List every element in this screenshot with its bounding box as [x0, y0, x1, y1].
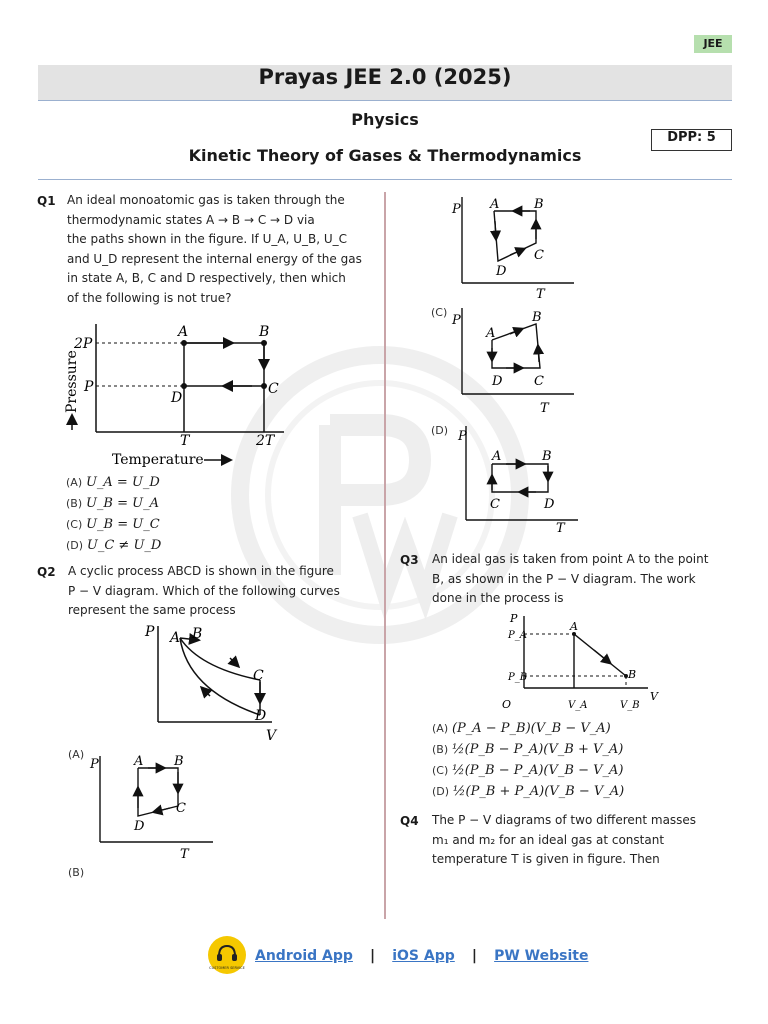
q1-option-b[interactable]: [66, 493, 161, 514]
option-expr: U_B = U_A: [85, 496, 159, 511]
q2-line: A cyclic process ABCD is shown in the figure: [68, 564, 334, 578]
q3-option-b[interactable]: [432, 739, 624, 760]
option-label: (A): [66, 476, 83, 489]
q2-option-a[interactable]: (A): [68, 748, 85, 761]
q3-line: B, as shown in the P − V diagram. The work: [432, 571, 696, 586]
graph-point-label: D: [544, 497, 555, 512]
q1-line: An ideal monoatomic gas is taken through the: [67, 193, 345, 207]
page-title: Prayas JEE 2.0 (2025): [38, 65, 732, 101]
q3-number: Q3: [400, 553, 419, 567]
q1-y-tick: 2P: [74, 336, 93, 352]
q1-option-a[interactable]: [66, 472, 161, 493]
q3-option-a[interactable]: [432, 718, 624, 739]
q1-text: [67, 191, 367, 308]
exam-tag: JEE: [694, 35, 732, 53]
q3-options: [432, 718, 624, 802]
subject-heading: Physics: [351, 110, 419, 129]
headset-icon: [208, 936, 246, 974]
q2-point-label: C: [253, 668, 264, 684]
q2-option-c[interactable]: (C): [431, 306, 448, 319]
q1-number: Q1: [37, 194, 56, 208]
badge-text: CUSTOMER SERVICE: [209, 966, 245, 970]
dpp-badge: DPP: 5: [651, 129, 732, 151]
graph-point-label: C: [176, 801, 186, 816]
q2-option-a-graph: [88, 748, 218, 863]
q3-y-tick: P_B: [508, 672, 528, 683]
q2-y-axis-label: P: [145, 624, 155, 640]
q3-point-label: B: [628, 668, 637, 681]
q2-text: [68, 562, 368, 621]
q2-figure: [140, 620, 290, 745]
graph-axis-label: T: [180, 847, 189, 862]
q4-line: m₁ and m₂ for an ideal gas at constant: [432, 832, 665, 847]
q1-option-c[interactable]: [66, 514, 161, 535]
column-divider: [384, 192, 386, 919]
ios-app-link[interactable]: iOS App: [392, 948, 455, 964]
graph-point-label: D: [492, 374, 503, 389]
q1-x-tick: 2T: [256, 433, 275, 449]
graph-point-label: C: [534, 374, 544, 389]
graph-axis-label: P: [452, 202, 461, 217]
graph-point-label: B: [542, 449, 552, 464]
q2-option-d-graph: [452, 420, 587, 535]
q3-option-c[interactable]: [432, 760, 624, 781]
q1-line: in state A, B, C and D respectively, then which: [67, 271, 346, 285]
graph-axis-label: T: [540, 401, 549, 416]
q1-y-axis-label: Pressure: [64, 350, 80, 413]
graph-axis-label: P: [90, 757, 99, 772]
android-app-link[interactable]: Android App: [255, 948, 353, 964]
q1-line: of the following is not true?: [67, 290, 232, 305]
q2-line: P − V diagram. Which of the following curves: [68, 583, 340, 598]
q2-point-label: D: [255, 708, 267, 724]
graph-point-label: A: [134, 754, 144, 769]
q3-origin-label: O: [502, 698, 512, 711]
q1-point-label: B: [259, 324, 270, 340]
option-label: (C): [432, 764, 449, 777]
q1-x-tick: T: [180, 433, 190, 449]
q1-line: and U_D represent the internal energy of the gas: [67, 251, 362, 266]
q3-y-axis-label: P: [510, 612, 518, 625]
option-expr: U_A = U_D: [85, 475, 160, 490]
option-label: (A): [432, 722, 449, 735]
link-separator: |: [370, 948, 376, 964]
graph-point-label: B: [174, 754, 184, 769]
q2-point-label: B: [192, 626, 203, 642]
graph-point-label: D: [496, 264, 507, 279]
graph-point-label: A: [490, 197, 500, 212]
option-expr: (P_A − P_B)(V_B − V_A): [451, 721, 611, 736]
q1-option-d[interactable]: [66, 535, 161, 556]
q3-line: An ideal gas is taken from point A to the point: [432, 552, 709, 566]
q1-line: thermodynamic states A → B → C → D via: [67, 212, 315, 227]
footer-links: [255, 945, 588, 964]
graph-point-label: B: [534, 197, 544, 212]
option-expr: ½(P_B − P_A)(V_B + V_A): [451, 742, 624, 757]
graph-point-label: B: [532, 310, 542, 325]
graph-axis-label: P: [458, 429, 467, 444]
q4-line: temperature T is given in figure. Then: [432, 852, 660, 866]
q1-point-label: C: [268, 381, 279, 397]
graph-axis-label: P: [452, 313, 461, 328]
graph-point-label: D: [134, 819, 145, 834]
graph-point-label: A: [486, 326, 496, 341]
option-expr: ½(P_B + P_A)(V_B − V_A): [452, 784, 625, 799]
graph-axis-label: T: [556, 521, 565, 535]
q1-point-label: D: [171, 390, 183, 406]
q1-options: [66, 472, 161, 556]
q2-option-c-graph: [448, 304, 583, 416]
q2-option-b[interactable]: (B): [68, 866, 85, 879]
q3-figure: [498, 608, 668, 718]
q3-y-tick: P_A: [508, 630, 527, 641]
q2-x-axis-label: V: [266, 728, 277, 744]
header-divider: [38, 179, 732, 180]
graph-point-label: C: [534, 248, 544, 263]
q4-line: The P − V diagrams of two different masses: [432, 813, 697, 827]
q2-point-label: A: [170, 630, 181, 646]
option-expr: ½(P_B − P_A)(V_B − V_A): [452, 763, 624, 778]
graph-axis-label: T: [536, 287, 545, 302]
option-label: (D): [66, 539, 84, 552]
q2-line: represent the same process: [68, 603, 236, 617]
q2-number: Q2: [37, 565, 56, 579]
option-expr: U_B = U_C: [86, 517, 160, 532]
q3-x-tick: V_B: [620, 700, 640, 711]
q3-x-axis-label: V: [650, 690, 658, 703]
q1-point-label: A: [178, 324, 189, 340]
q3-point-label: A: [570, 620, 578, 633]
q1-figure: [62, 318, 292, 473]
option-label: (B): [66, 497, 83, 510]
pw-website-link[interactable]: PW Website: [494, 948, 589, 964]
q1-x-axis-label: Temperature: [112, 452, 204, 468]
option-label: (C): [66, 518, 83, 531]
option-expr: U_C ≠ U_D: [86, 538, 162, 553]
customer-service-badge[interactable]: [208, 936, 246, 974]
q3-line: done in the process is: [432, 591, 564, 605]
q1-line: the paths shown in the figure. If U_A, U_B, U_C: [67, 232, 348, 246]
q3-option-d[interactable]: [432, 781, 624, 802]
q4-text: [432, 811, 732, 870]
option-label: (B): [432, 743, 449, 756]
link-separator: |: [471, 948, 477, 964]
graph-point-label: A: [492, 449, 502, 464]
option-label: (D): [432, 785, 450, 798]
q2-option-b-graph: [448, 193, 583, 305]
q4-number: Q4: [400, 814, 419, 828]
q3-text: [432, 550, 732, 609]
q1-y-tick: P: [84, 379, 94, 395]
graph-point-label: C: [490, 497, 500, 512]
chapter-heading: Kinetic Theory of Gases & Thermodynamics: [188, 146, 582, 165]
q2-option-d[interactable]: (D): [431, 424, 449, 437]
q3-x-tick: V_A: [568, 700, 588, 711]
